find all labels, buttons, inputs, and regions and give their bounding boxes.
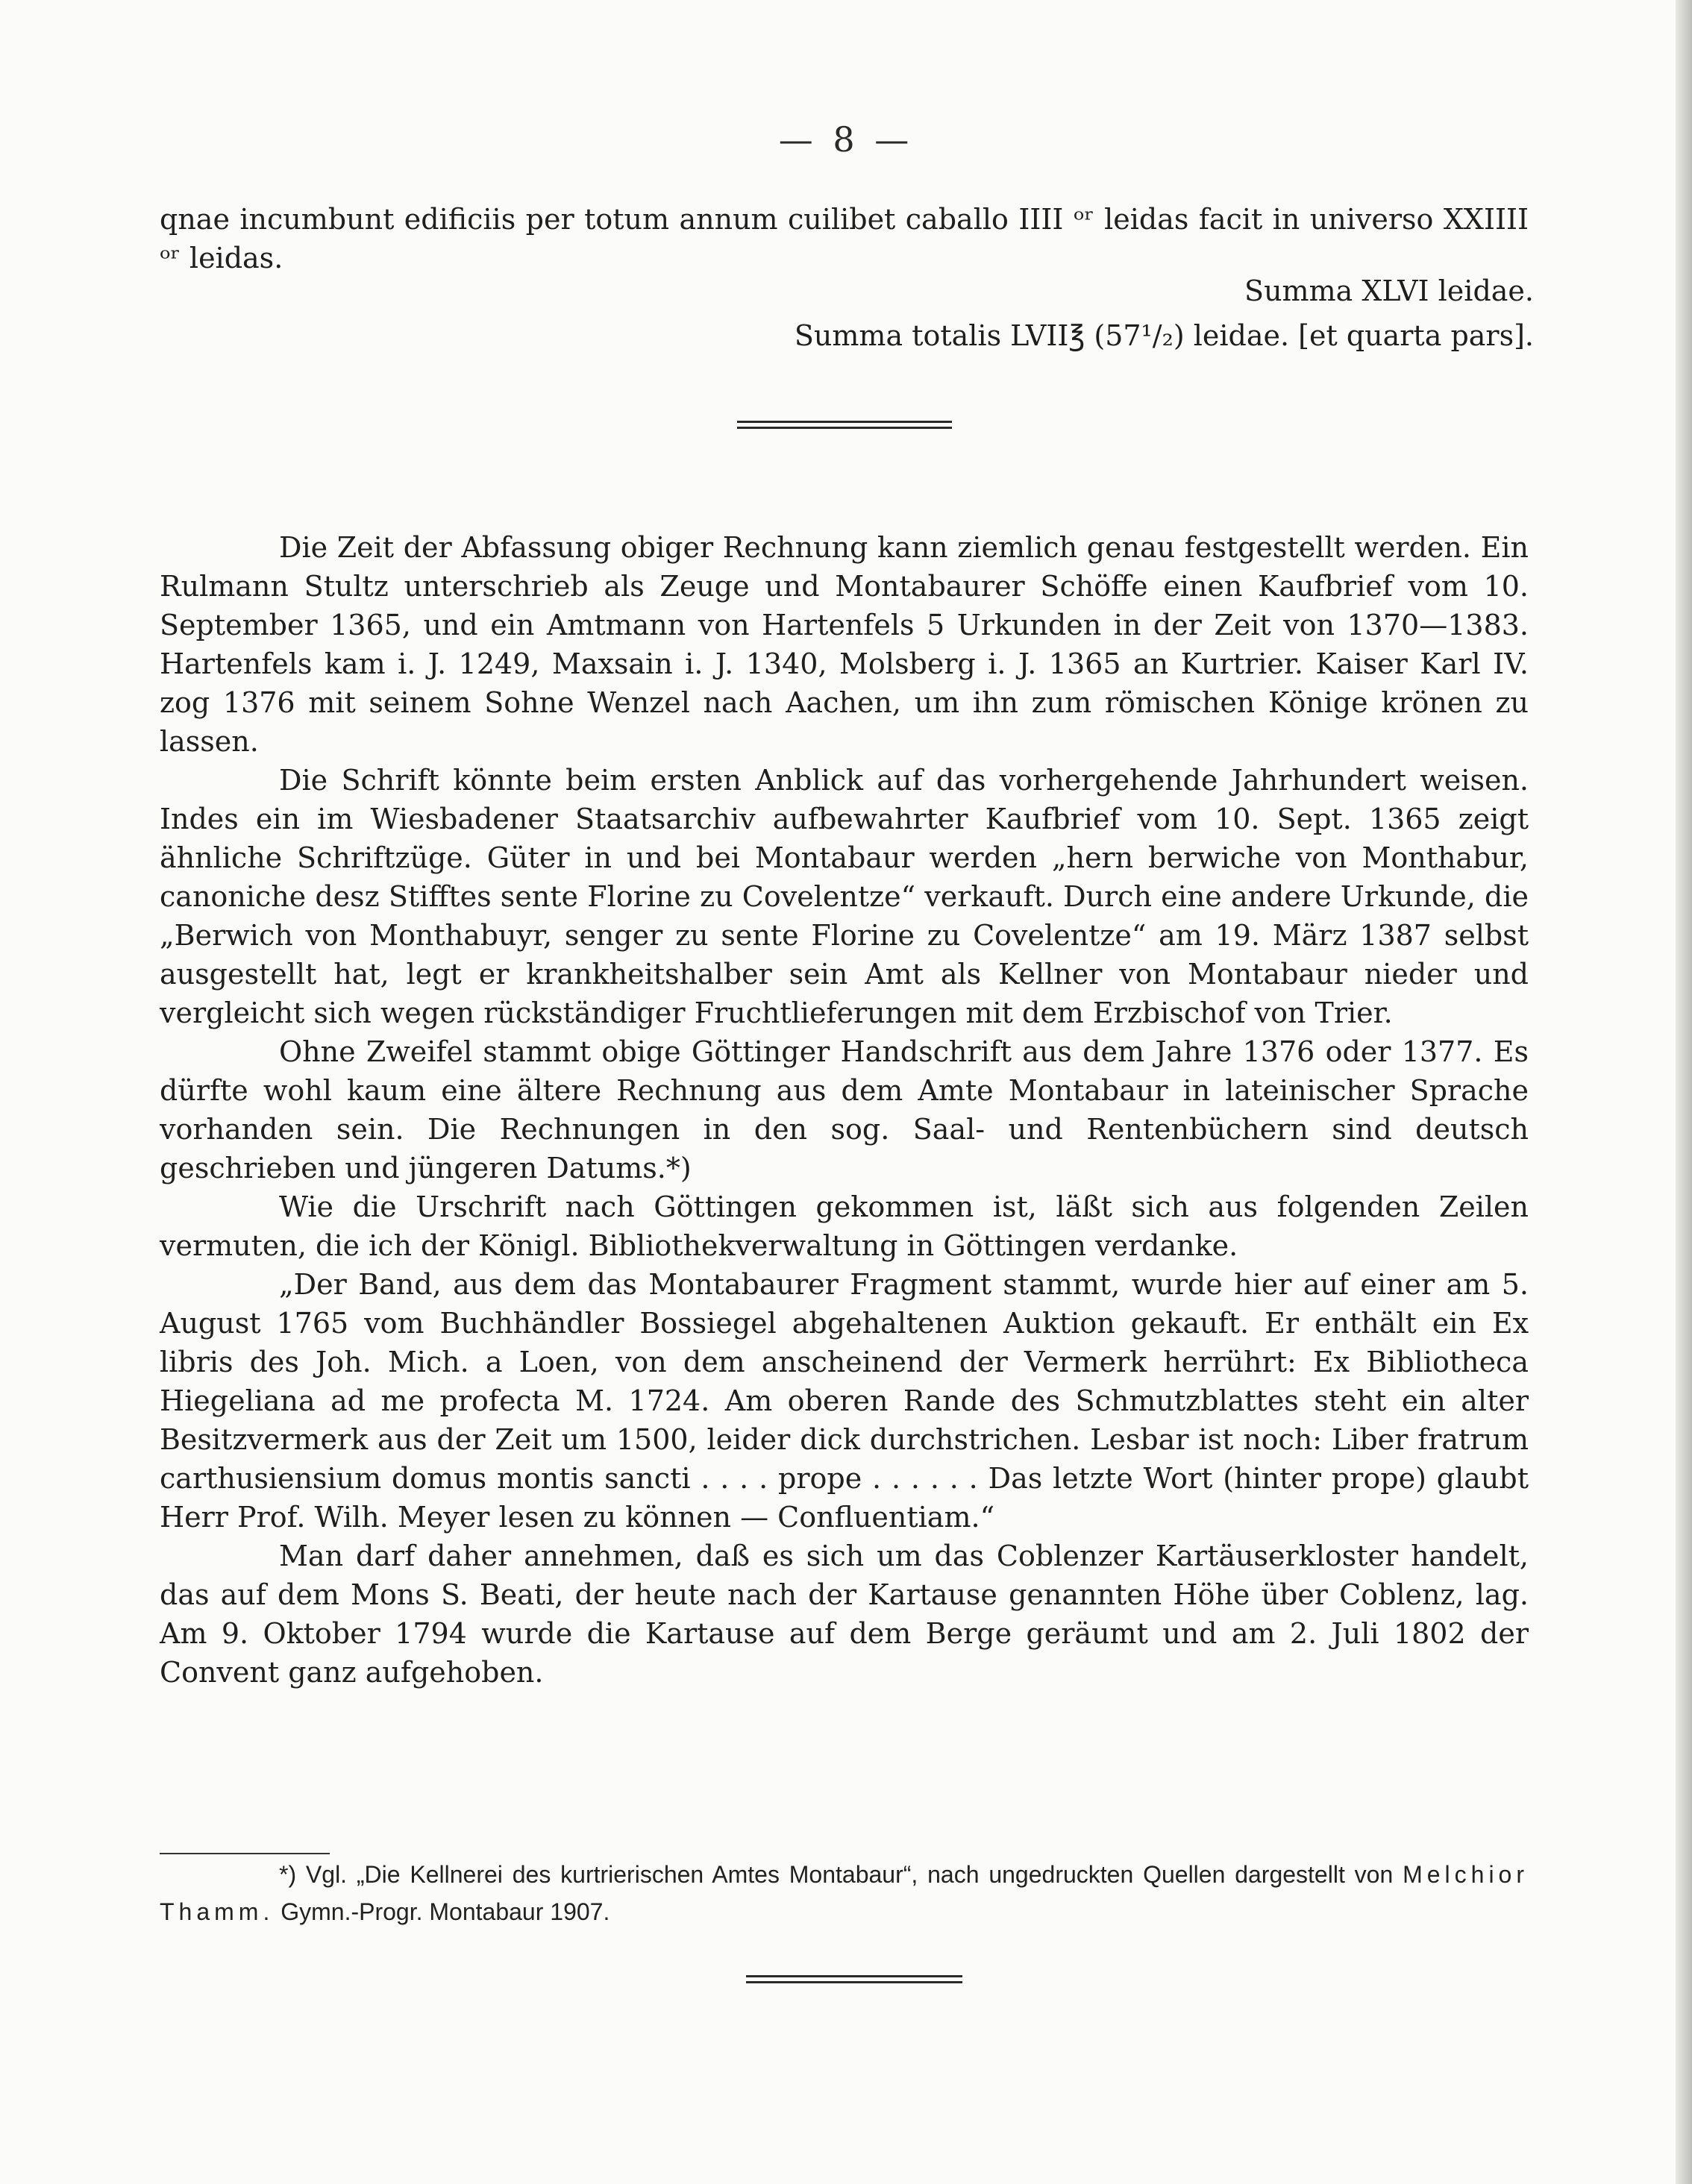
page-edge-shadow	[1676, 0, 1692, 2184]
footnote-rule	[160, 1853, 330, 1854]
body-text	[160, 528, 1529, 1692]
sum-total-line: Summa totalis LVII℥ (57¹/₂) leidae. [et quarta pars].	[794, 319, 1534, 352]
section-divider	[737, 421, 952, 429]
paragraph: Die Zeit der Abfassung obiger Rechnung kann ziemlich genau festgestellt werden. Ein Rulmann Stultz unterschrieb als Zeuge und Montabaurer Schöffe einen Kaufbrief vom 10. September 1365, und ein Amtmann von Hartenfels 5 Urkunden in der Zeit von 1370—1383. Hartenfels kam i. J. 1249, Maxsain i. J. 1340, Molsberg i. J. 1365 an Kurtrier. Kaiser Karl IV. zog 1376 mit seinem Sohne Wenzel nach Aachen, um ihn zum römischen Könige krönen zu lassen.	[160, 531, 1529, 758]
paragraph: Die Schrift könnte beim ersten Anblick auf das vorhergehende Jahrhundert weisen. Indes ein im Wiesbadener Staatsarchiv aufbewahrter Kaufbrief vom 10. Sept. 1365 zeigt ähnliche Schriftzüge. Güter in und bei Montabaur werden „hern berwiche von Monthabur, canoniche desz Stifftes sente Florine zu Covelentze“ verkauft. Durch eine andere Urkunde, die „Berwich von Monthabuyr, senger zu sente Florine zu Covelentze“ am 19. März 1387 selbst ausgestellt hat, legt er krankheitshalber sein Amt als Kellner von Montabaur nieder und vergleicht sich wegen rückständiger Fruchtlieferungen mit dem Erzbischof von Trier.	[160, 764, 1529, 1029]
latin-text-continuation: qnae incumbunt edificiis per totum annum cuilibet caballo IIII ᵒʳ leidas facit in universo XXIIII ᵒʳ leidas.	[160, 203, 1529, 274]
paragraph: „Der Band, aus dem das Montabaurer Fragment stammt, wurde hier auf einer am 5. August 1765 vom Buchhändler Bossiegel abgehaltenen Auktion gekauft. Er enthält ein Ex libris des Joh. Mich. a Loen, von dem anscheinend der Vermerk herrührt: Ex Bibliotheca Hiegeliana ad me profecta M. 1724. Am oberen Rande des Schmutzblattes steht ein alter Besitzvermerk aus der Zeit um 1500, leider dick durchstrichen. Lesbar ist noch: Liber fratrum carthusiensium domus montis sancti . . . . prope . . . . . . Das letzte Wort (hinter prope) glaubt Herr Prof. Wilh. Meyer lesen zu können — Confluentiam.“	[160, 1268, 1529, 1534]
footnote-source: Gymn.-Progr. Montabaur 1907.	[274, 1898, 610, 1925]
paragraph: Man darf daher annehmen, daß es sich um das Coblenzer Kartäuserkloster handelt, das auf dem Mons S. Beati, der heute nach der Kartause genannten Höhe über Coblenz, lag. Am 9. Oktober 1794 wurde die Kartause auf dem Berge geräumt und am 2. Juli 1802 der Convent ganz aufgehoben.	[160, 1540, 1529, 1689]
sum-line: Summa XLVI leidae.	[1244, 274, 1534, 307]
paragraph: Ohne Zweifel stammt obige Göttinger Handschrift aus dem Jahre 1376 oder 1377. Es dürfte wohl kaum eine ältere Rechnung aus dem Amte Montabaur in lateinischer Sprache vorhanden sein. Die Rechnungen in den sog. Saal- und Rentenbüchern sind deutsch geschrieben und jüngeren Datums.*)	[160, 1035, 1529, 1184]
paragraph: Wie die Urschrift nach Göttingen gekommen ist, läßt sich aus folgenden Zeilen vermuten, die ich der Königl. Bibliothekverwaltung in Göttingen verdanke.	[160, 1190, 1529, 1262]
footnote	[160, 1856, 1529, 1930]
end-divider	[746, 1975, 962, 1983]
footnote-text: *) Vgl. „Die Kellnerei des kurtrierischen Amtes Montabaur“, nach ungedruckten Quellen dargestellt von	[279, 1861, 1403, 1888]
footnote-author: Melchior Thamm.	[160, 1861, 1529, 1925]
page-number: — 8 —	[778, 119, 914, 160]
